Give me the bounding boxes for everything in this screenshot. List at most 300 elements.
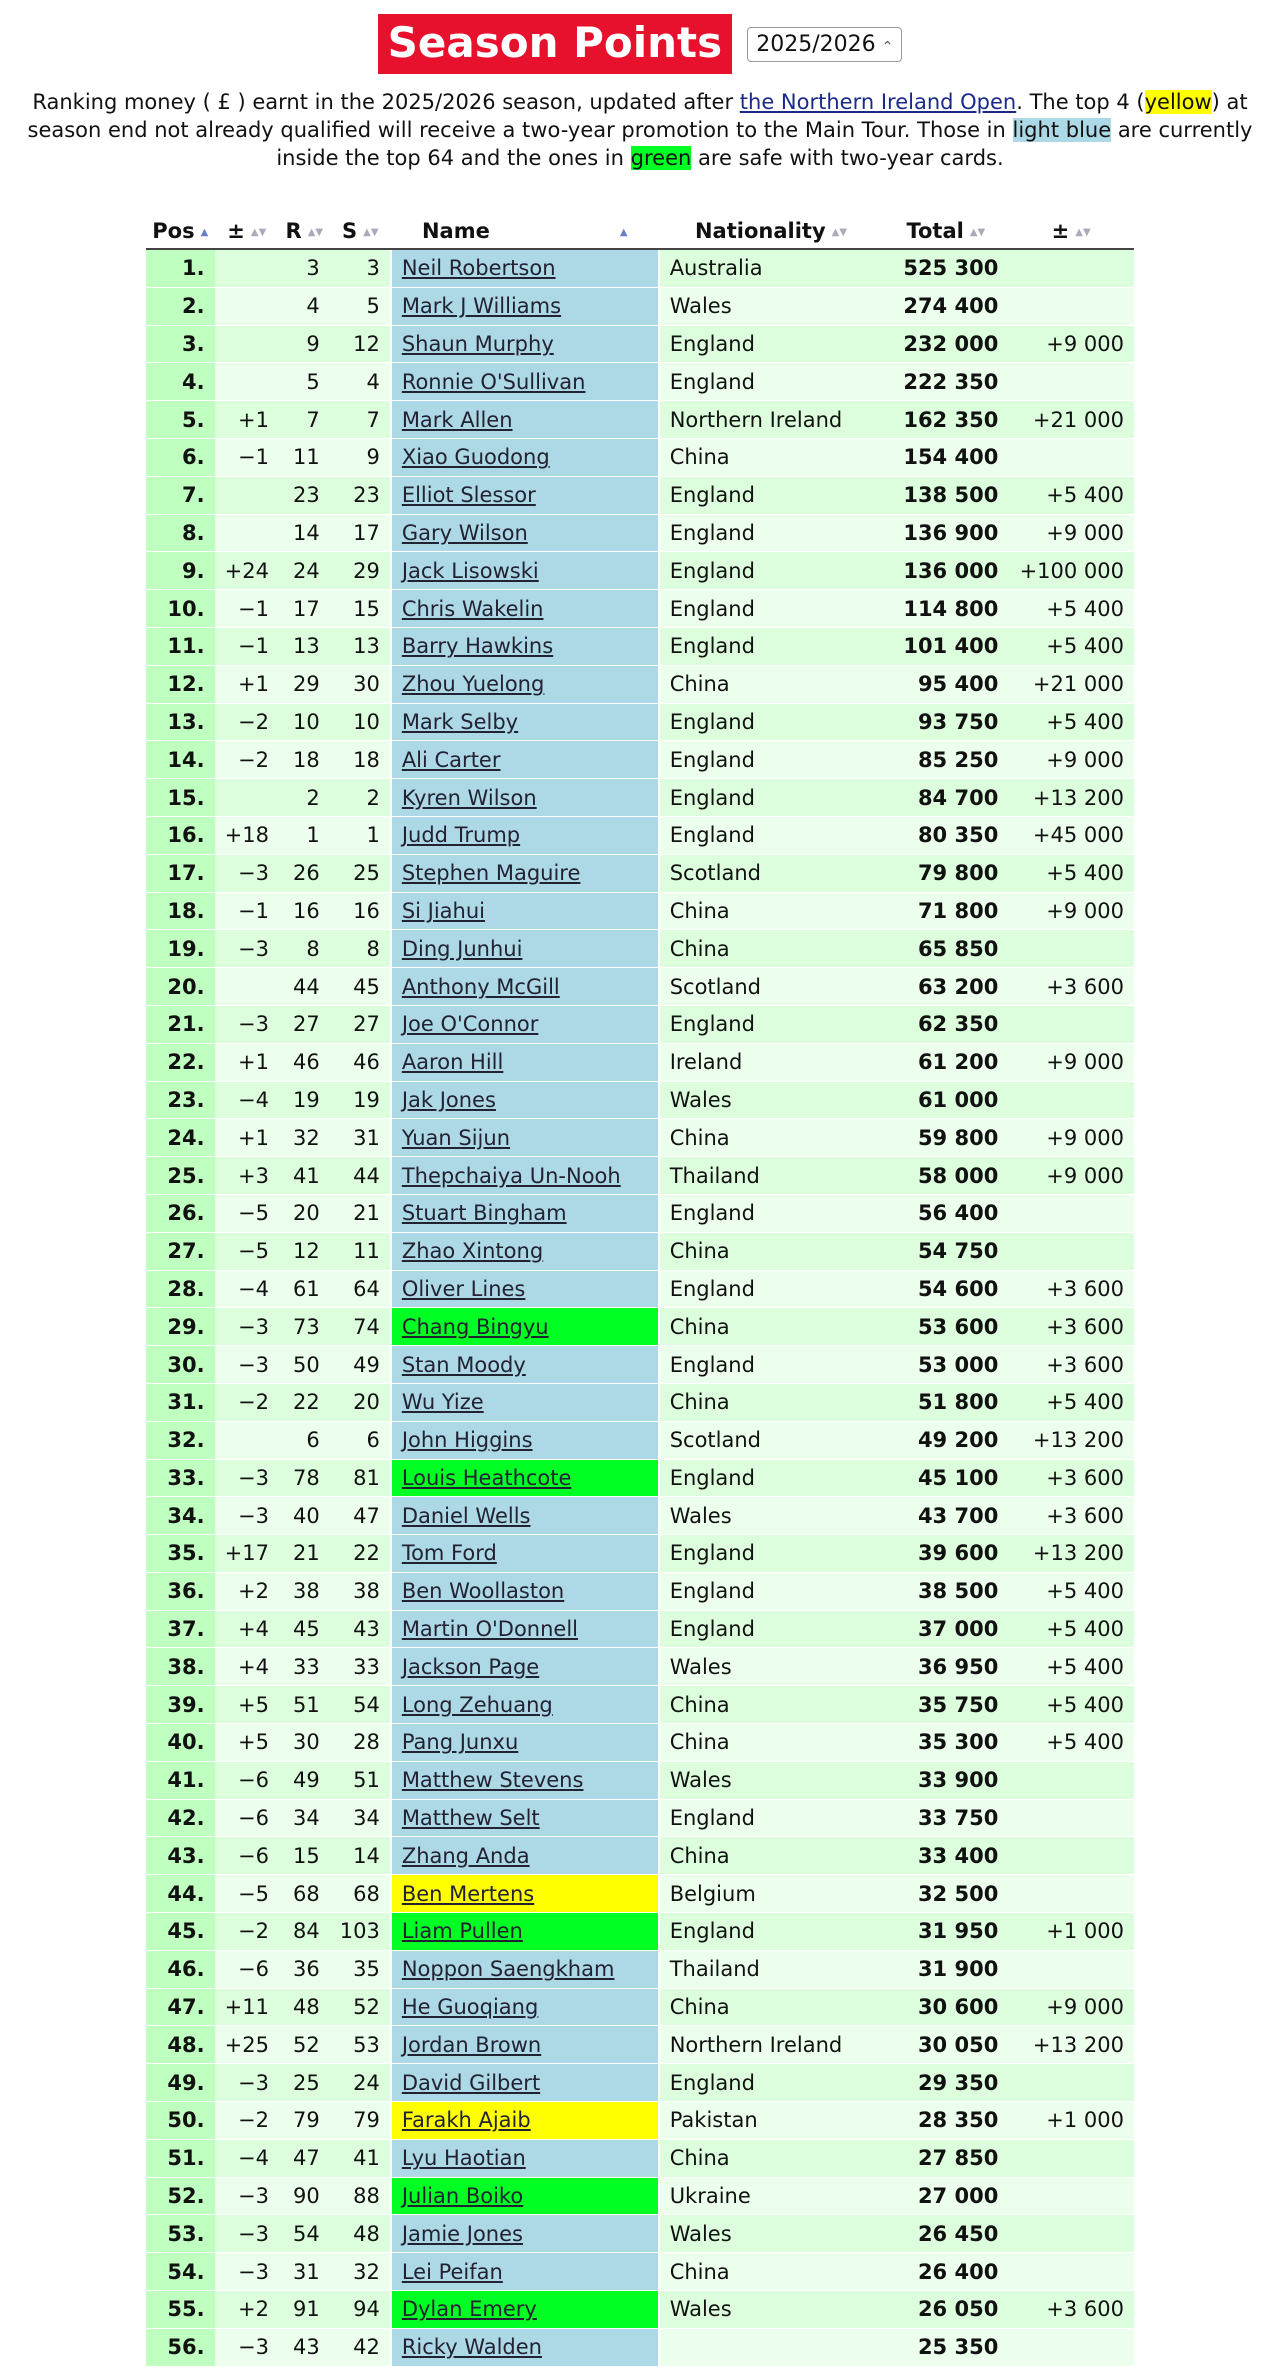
nationality-cell: China bbox=[659, 438, 884, 476]
total-cell: 35 300 bbox=[883, 1724, 1008, 1762]
diff-cell bbox=[1008, 1875, 1134, 1913]
player-name-cell bbox=[391, 1913, 659, 1951]
player-name-cell bbox=[391, 363, 659, 401]
table-row bbox=[146, 2253, 1134, 2291]
nationality-cell: Ukraine bbox=[659, 2177, 884, 2215]
player-name-cell bbox=[391, 1346, 659, 1384]
nationality-cell: Northern Ireland bbox=[659, 2026, 884, 2064]
change-cell bbox=[215, 514, 279, 552]
rank-cell: 21. bbox=[146, 1005, 215, 1043]
rank-cell: 56. bbox=[146, 2328, 215, 2366]
table-row bbox=[146, 325, 1134, 363]
s-cell: 21 bbox=[330, 1194, 391, 1232]
s-cell: 5 bbox=[330, 287, 391, 325]
table-row bbox=[146, 363, 1134, 401]
r-cell: 9 bbox=[279, 325, 330, 363]
player-link[interactable]: Mark Selby bbox=[401, 709, 519, 734]
diff-cell bbox=[1008, 249, 1134, 287]
nationality-cell: England bbox=[659, 552, 884, 590]
col-total-header[interactable]: Total ▲▼ bbox=[883, 214, 1008, 249]
sort-asc-icon: ▲ bbox=[619, 226, 628, 238]
r-cell: 24 bbox=[279, 552, 330, 590]
change-cell: −3 bbox=[215, 1308, 279, 1346]
col-s-header[interactable]: S ▲▼ bbox=[330, 214, 391, 249]
player-link[interactable]: Pang Junxu bbox=[401, 1730, 519, 1755]
player-name-cell bbox=[391, 779, 659, 817]
player-name-cell bbox=[391, 1497, 659, 1535]
nationality-cell: China bbox=[659, 665, 884, 703]
player-link[interactable]: Wu Yize bbox=[401, 1390, 484, 1415]
table-header-row bbox=[146, 214, 1134, 249]
r-cell: 47 bbox=[279, 2139, 330, 2177]
rank-cell: 53. bbox=[146, 2215, 215, 2253]
s-cell: 2 bbox=[330, 779, 391, 817]
change-cell: −1 bbox=[215, 438, 279, 476]
player-link[interactable]: Dylan Emery bbox=[401, 2297, 537, 2322]
player-link[interactable]: Lei Peifan bbox=[401, 2259, 503, 2284]
nationality-cell: England bbox=[659, 703, 884, 741]
nationality-cell: China bbox=[659, 2253, 884, 2291]
change-cell: −2 bbox=[215, 2102, 279, 2140]
player-link[interactable]: Tom Ford bbox=[401, 1541, 497, 1566]
player-link[interactable]: Neil Robertson bbox=[401, 256, 556, 281]
change-cell: −3 bbox=[215, 1497, 279, 1535]
table-row bbox=[146, 2139, 1134, 2177]
rank-cell: 48. bbox=[146, 2026, 215, 2064]
table-row bbox=[146, 1950, 1134, 1988]
s-cell: 19 bbox=[330, 1081, 391, 1119]
diff-cell bbox=[1008, 2253, 1134, 2291]
player-link[interactable]: Stuart Bingham bbox=[401, 1201, 567, 1226]
r-cell: 29 bbox=[279, 665, 330, 703]
table-row bbox=[146, 1686, 1134, 1724]
total-cell: 33 400 bbox=[883, 1837, 1008, 1875]
player-link[interactable]: Chris Wakelin bbox=[401, 596, 544, 621]
player-link[interactable]: Ben Mertens bbox=[401, 1881, 535, 1906]
player-link[interactable]: Ali Carter bbox=[401, 747, 501, 772]
player-link[interactable]: Mark J Williams bbox=[401, 294, 562, 319]
s-cell: 48 bbox=[330, 2215, 391, 2253]
diff-cell bbox=[1008, 363, 1134, 401]
change-cell: −1 bbox=[215, 892, 279, 930]
player-link[interactable]: Matthew Selt bbox=[401, 1806, 540, 1831]
player-name-cell bbox=[391, 1119, 659, 1157]
r-cell: 49 bbox=[279, 1761, 330, 1799]
blue-legend: light blue bbox=[1012, 118, 1112, 142]
r-cell: 13 bbox=[279, 627, 330, 665]
total-cell: 35 750 bbox=[883, 1686, 1008, 1724]
total-cell: 26 400 bbox=[883, 2253, 1008, 2291]
player-link[interactable]: Judd Trump bbox=[401, 823, 521, 848]
diff-cell bbox=[1008, 287, 1134, 325]
player-link[interactable]: Jordan Brown bbox=[401, 2032, 542, 2057]
page-title: Season Points bbox=[378, 14, 732, 74]
rank-cell: 4. bbox=[146, 363, 215, 401]
s-cell: 30 bbox=[330, 665, 391, 703]
player-link[interactable]: Ricky Walden bbox=[401, 2335, 542, 2360]
player-link[interactable]: Shaun Murphy bbox=[401, 331, 554, 356]
diff-cell: +5 400 bbox=[1008, 1572, 1134, 1610]
table-row bbox=[146, 2177, 1134, 2215]
player-link[interactable]: Kyren Wilson bbox=[401, 785, 537, 810]
change-cell bbox=[215, 476, 279, 514]
r-cell: 73 bbox=[279, 1308, 330, 1346]
s-cell: 25 bbox=[330, 854, 391, 892]
player-link[interactable]: Daniel Wells bbox=[401, 1503, 531, 1528]
rank-cell: 34. bbox=[146, 1497, 215, 1535]
rank-cell: 32. bbox=[146, 1421, 215, 1459]
table-row bbox=[146, 2102, 1134, 2140]
change-cell: −3 bbox=[215, 2328, 279, 2366]
diff-cell: +1 000 bbox=[1008, 2102, 1134, 2140]
col-pos-header[interactable]: Pos ▲ bbox=[146, 214, 215, 249]
nationality-cell: England bbox=[659, 325, 884, 363]
table-row bbox=[146, 1610, 1134, 1648]
player-link[interactable]: Julian Boiko bbox=[401, 2184, 524, 2209]
player-link[interactable]: Mark Allen bbox=[401, 407, 513, 432]
player-link[interactable]: David Gilbert bbox=[401, 2070, 541, 2095]
nationality-cell: Wales bbox=[659, 2215, 884, 2253]
nationality-cell: China bbox=[659, 1119, 884, 1157]
change-cell: −6 bbox=[215, 1837, 279, 1875]
diff-cell bbox=[1008, 1081, 1134, 1119]
diff-cell: +21 000 bbox=[1008, 665, 1134, 703]
total-cell: 30 050 bbox=[883, 2026, 1008, 2064]
nationality-cell: England bbox=[659, 1346, 884, 1384]
player-link[interactable]: Ding Junhui bbox=[401, 936, 523, 961]
s-cell: 38 bbox=[330, 1572, 391, 1610]
nationality-cell: England bbox=[659, 1535, 884, 1573]
r-cell: 16 bbox=[279, 892, 330, 930]
total-cell: 39 600 bbox=[883, 1535, 1008, 1573]
change-cell bbox=[215, 779, 279, 817]
table-row bbox=[146, 1648, 1134, 1686]
change-cell bbox=[215, 1421, 279, 1459]
rank-cell: 36. bbox=[146, 1572, 215, 1610]
total-cell: 62 350 bbox=[883, 1005, 1008, 1043]
player-link[interactable]: John Higgins bbox=[401, 1428, 533, 1453]
player-link[interactable]: Matthew Stevens bbox=[401, 1768, 584, 1793]
r-cell: 48 bbox=[279, 1988, 330, 2026]
s-cell: 14 bbox=[330, 1837, 391, 1875]
col-name-header[interactable]: Name ▲ bbox=[391, 214, 659, 249]
change-cell: −6 bbox=[215, 1950, 279, 1988]
diff-cell bbox=[1008, 1799, 1134, 1837]
nationality-cell: Wales bbox=[659, 1761, 884, 1799]
player-name-cell bbox=[391, 2328, 659, 2366]
player-link[interactable]: Yuan Sijun bbox=[401, 1125, 511, 1150]
player-name-cell bbox=[391, 1724, 659, 1762]
player-link[interactable]: Jamie Jones bbox=[401, 2221, 523, 2246]
player-link[interactable]: Jak Jones bbox=[401, 1087, 496, 1112]
r-cell: 27 bbox=[279, 1005, 330, 1043]
table-row bbox=[146, 1837, 1134, 1875]
col-change-header[interactable]: ± ▲▼ bbox=[215, 214, 279, 249]
rank-cell: 33. bbox=[146, 1459, 215, 1497]
r-cell: 31 bbox=[279, 2253, 330, 2291]
player-name-cell bbox=[391, 1383, 659, 1421]
table-row bbox=[146, 1913, 1134, 1951]
rank-cell: 6. bbox=[146, 438, 215, 476]
player-name-cell bbox=[391, 1799, 659, 1837]
player-link[interactable]: Martin O'Donnell bbox=[401, 1617, 579, 1642]
diff-cell: +3 600 bbox=[1008, 1459, 1134, 1497]
change-cell: +1 bbox=[215, 401, 279, 439]
player-link[interactable]: Chang Bingyu bbox=[401, 1314, 549, 1339]
nationality-cell: Wales bbox=[659, 2291, 884, 2329]
season-select[interactable] bbox=[747, 27, 902, 62]
sort-icon: ▲▼ bbox=[831, 226, 848, 238]
table-row bbox=[146, 552, 1134, 590]
diff-cell bbox=[1008, 1232, 1134, 1270]
r-cell: 45 bbox=[279, 1610, 330, 1648]
s-cell: 94 bbox=[330, 2291, 391, 2329]
diff-cell: +13 200 bbox=[1008, 1421, 1134, 1459]
player-name-cell bbox=[391, 2064, 659, 2102]
r-cell: 51 bbox=[279, 1686, 330, 1724]
total-cell: 32 500 bbox=[883, 1875, 1008, 1913]
total-cell: 79 800 bbox=[883, 854, 1008, 892]
player-name-cell bbox=[391, 514, 659, 552]
s-cell: 3 bbox=[330, 249, 391, 287]
s-cell: 6 bbox=[330, 1421, 391, 1459]
table-row bbox=[146, 249, 1134, 287]
player-link[interactable]: Zhang Anda bbox=[401, 1843, 530, 1868]
player-name-cell bbox=[391, 930, 659, 968]
diff-cell bbox=[1008, 1194, 1134, 1232]
player-link[interactable]: Lyu Haotian bbox=[401, 2146, 526, 2171]
col-r-header[interactable]: R ▲▼ bbox=[279, 214, 330, 249]
player-link[interactable]: Joe O'Connor bbox=[401, 1012, 539, 1037]
player-name-cell bbox=[391, 1308, 659, 1346]
rank-cell: 46. bbox=[146, 1950, 215, 1988]
player-link[interactable]: Ben Woollaston bbox=[401, 1579, 565, 1604]
rank-cell: 14. bbox=[146, 741, 215, 779]
diff-cell: +3 600 bbox=[1008, 1270, 1134, 1308]
table-row bbox=[146, 1724, 1134, 1762]
change-cell: +18 bbox=[215, 816, 279, 854]
s-cell: 49 bbox=[330, 1346, 391, 1384]
change-cell bbox=[215, 363, 279, 401]
player-name-cell bbox=[391, 741, 659, 779]
change-cell: +4 bbox=[215, 1648, 279, 1686]
s-cell: 46 bbox=[330, 1043, 391, 1081]
change-cell: −2 bbox=[215, 1913, 279, 1951]
total-cell: 54 750 bbox=[883, 1232, 1008, 1270]
table-row bbox=[146, 930, 1134, 968]
nationality-cell: England bbox=[659, 741, 884, 779]
nationality-cell: England bbox=[659, 363, 884, 401]
player-link[interactable]: He Guoqiang bbox=[401, 1995, 539, 2020]
total-cell: 138 500 bbox=[883, 476, 1008, 514]
r-cell: 2 bbox=[279, 779, 330, 817]
player-name-cell bbox=[391, 1157, 659, 1195]
total-cell: 29 350 bbox=[883, 2064, 1008, 2102]
player-link[interactable]: Jack Lisowski bbox=[401, 558, 539, 583]
r-cell: 30 bbox=[279, 1724, 330, 1762]
rank-cell: 3. bbox=[146, 325, 215, 363]
table-row bbox=[146, 779, 1134, 817]
table-row bbox=[146, 1572, 1134, 1610]
rank-cell: 51. bbox=[146, 2139, 215, 2177]
diff-cell bbox=[1008, 2215, 1134, 2253]
r-cell: 22 bbox=[279, 1383, 330, 1421]
nationality-cell: England bbox=[659, 1005, 884, 1043]
nationality-cell: England bbox=[659, 1459, 884, 1497]
table-row bbox=[146, 703, 1134, 741]
rank-cell: 52. bbox=[146, 2177, 215, 2215]
player-name-cell bbox=[391, 1005, 659, 1043]
nationality-cell: England bbox=[659, 590, 884, 628]
rank-cell: 24. bbox=[146, 1119, 215, 1157]
table-row bbox=[146, 1497, 1134, 1535]
col-diff-header[interactable]: ± ▲▼ bbox=[1008, 214, 1134, 249]
diff-cell: +9 000 bbox=[1008, 1157, 1134, 1195]
diff-cell: +21 000 bbox=[1008, 401, 1134, 439]
rank-cell: 45. bbox=[146, 1913, 215, 1951]
total-cell: 95 400 bbox=[883, 665, 1008, 703]
r-cell: 23 bbox=[279, 476, 330, 514]
player-link[interactable]: Anthony McGill bbox=[401, 974, 560, 999]
nationality-cell: England bbox=[659, 779, 884, 817]
player-link[interactable]: Si Jiahui bbox=[401, 898, 486, 923]
total-cell: 30 600 bbox=[883, 1988, 1008, 2026]
nationality-cell: Wales bbox=[659, 1648, 884, 1686]
tournament-link[interactable]: the Northern Ireland Open bbox=[739, 90, 1017, 114]
change-cell: +1 bbox=[215, 665, 279, 703]
player-name-cell bbox=[391, 892, 659, 930]
nationality-cell: China bbox=[659, 892, 884, 930]
diff-cell: +5 400 bbox=[1008, 590, 1134, 628]
col-nationality-header[interactable]: Nationality ▲▼ bbox=[659, 214, 884, 249]
green-legend: green bbox=[630, 146, 692, 170]
player-link[interactable]: Thepchaiya Un-Nooh bbox=[401, 1163, 621, 1188]
diff-cell bbox=[1008, 1950, 1134, 1988]
change-cell: −3 bbox=[215, 2177, 279, 2215]
rank-cell: 39. bbox=[146, 1686, 215, 1724]
nationality-cell: England bbox=[659, 1610, 884, 1648]
player-link[interactable]: Zhou Yuelong bbox=[401, 672, 545, 697]
player-link[interactable]: Xiao Guodong bbox=[401, 445, 550, 470]
rank-cell: 9. bbox=[146, 552, 215, 590]
total-cell: 84 700 bbox=[883, 779, 1008, 817]
total-cell: 80 350 bbox=[883, 816, 1008, 854]
total-cell: 51 800 bbox=[883, 1383, 1008, 1421]
s-cell: 103 bbox=[330, 1913, 391, 1951]
player-name-cell bbox=[391, 627, 659, 665]
s-cell: 68 bbox=[330, 1875, 391, 1913]
diff-cell: +9 000 bbox=[1008, 1119, 1134, 1157]
rank-cell: 31. bbox=[146, 1383, 215, 1421]
change-cell bbox=[215, 287, 279, 325]
nationality-cell: Scotland bbox=[659, 1421, 884, 1459]
total-cell: 25 350 bbox=[883, 2328, 1008, 2366]
player-link[interactable]: Oliver Lines bbox=[401, 1276, 526, 1301]
player-link[interactable]: Noppon Saengkham bbox=[401, 1957, 615, 1982]
player-name-cell bbox=[391, 2177, 659, 2215]
total-cell: 61 000 bbox=[883, 1081, 1008, 1119]
s-cell: 32 bbox=[330, 2253, 391, 2291]
s-cell: 15 bbox=[330, 590, 391, 628]
season-select-value: 2025/2026 bbox=[756, 31, 876, 57]
player-link[interactable]: Long Zehuang bbox=[401, 1692, 553, 1717]
diff-cell: +9 000 bbox=[1008, 741, 1134, 779]
player-link[interactable]: Farakh Ajaib bbox=[401, 2108, 531, 2133]
total-cell: 38 500 bbox=[883, 1572, 1008, 1610]
player-link[interactable]: Jackson Page bbox=[401, 1654, 540, 1679]
change-cell: −1 bbox=[215, 627, 279, 665]
r-cell: 40 bbox=[279, 1497, 330, 1535]
rank-cell: 35. bbox=[146, 1535, 215, 1573]
player-name-cell bbox=[391, 1686, 659, 1724]
player-name-cell bbox=[391, 1837, 659, 1875]
diff-cell: +13 200 bbox=[1008, 2026, 1134, 2064]
sort-icon: ▲▼ bbox=[250, 226, 267, 238]
table-row bbox=[146, 1459, 1134, 1497]
rank-cell: 18. bbox=[146, 892, 215, 930]
r-cell: 17 bbox=[279, 590, 330, 628]
diff-cell: +100 000 bbox=[1008, 552, 1134, 590]
r-cell: 14 bbox=[279, 514, 330, 552]
rank-cell: 30. bbox=[146, 1346, 215, 1384]
rank-cell: 25. bbox=[146, 1157, 215, 1195]
player-link[interactable]: Elliot Slessor bbox=[401, 483, 536, 508]
rank-cell: 12. bbox=[146, 665, 215, 703]
r-cell: 61 bbox=[279, 1270, 330, 1308]
nationality-cell: China bbox=[659, 1308, 884, 1346]
rank-cell: 5. bbox=[146, 401, 215, 439]
s-cell: 8 bbox=[330, 930, 391, 968]
player-name-cell bbox=[391, 1648, 659, 1686]
player-link[interactable]: Barry Hawkins bbox=[401, 634, 554, 659]
rank-cell: 10. bbox=[146, 590, 215, 628]
total-cell: 58 000 bbox=[883, 1157, 1008, 1195]
sort-icon: ▲▼ bbox=[969, 226, 986, 238]
player-link[interactable]: Aaron Hill bbox=[401, 1050, 504, 1075]
total-cell: 154 400 bbox=[883, 438, 1008, 476]
diff-cell: +5 400 bbox=[1008, 476, 1134, 514]
total-cell: 26 450 bbox=[883, 2215, 1008, 2253]
player-link[interactable]: Zhao Xintong bbox=[401, 1239, 544, 1264]
player-link[interactable]: Gary Wilson bbox=[401, 520, 528, 545]
s-cell: 27 bbox=[330, 1005, 391, 1043]
s-cell: 24 bbox=[330, 2064, 391, 2102]
table-row bbox=[146, 2026, 1134, 2064]
rank-cell: 13. bbox=[146, 703, 215, 741]
nationality-cell: China bbox=[659, 1988, 884, 2026]
player-link[interactable]: Stan Moody bbox=[401, 1352, 526, 1377]
player-link[interactable]: Stephen Maguire bbox=[401, 861, 581, 886]
diff-cell: +3 600 bbox=[1008, 2291, 1134, 2329]
table-row bbox=[146, 514, 1134, 552]
rank-cell: 37. bbox=[146, 1610, 215, 1648]
r-cell: 33 bbox=[279, 1648, 330, 1686]
diff-cell bbox=[1008, 2139, 1134, 2177]
player-name-cell bbox=[391, 2139, 659, 2177]
r-cell: 20 bbox=[279, 1194, 330, 1232]
player-link[interactable]: Ronnie O'Sullivan bbox=[401, 369, 586, 394]
player-link[interactable]: Louis Heathcote bbox=[401, 1465, 572, 1490]
r-cell: 84 bbox=[279, 1913, 330, 1951]
change-cell: −3 bbox=[215, 2064, 279, 2102]
chevron-down-icon: ⌃ bbox=[881, 38, 894, 55]
s-cell: 41 bbox=[330, 2139, 391, 2177]
player-link[interactable]: Liam Pullen bbox=[401, 1919, 523, 1944]
player-name-cell bbox=[391, 1572, 659, 1610]
table-row bbox=[146, 1988, 1134, 2026]
s-cell: 34 bbox=[330, 1799, 391, 1837]
total-cell: 33 900 bbox=[883, 1761, 1008, 1799]
